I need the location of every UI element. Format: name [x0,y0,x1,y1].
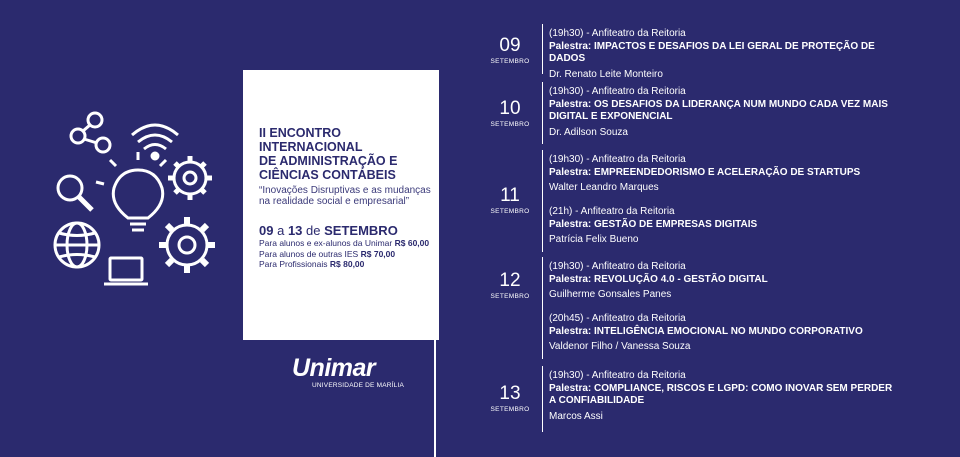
price-value: R$ 70,00 [360,248,396,259]
laptop-icon [104,258,148,284]
schedule [480,0,940,457]
talk-time: (19h30) - Anfiteatro da Reitoria [549,261,686,272]
day-month: SETEMBRO [490,121,530,128]
talk [549,313,909,354]
event-title-line: DE ADMINISTRAÇÃO E [259,154,398,168]
talk-title: Palestra: IMPACTOS E DESAFIOS DA LEI GERAL DE PROTEÇÃO DE DADOS [549,40,875,64]
price-row [259,249,439,260]
date-connector: a [277,223,285,238]
share-network-icon [71,113,110,152]
day-month: SETEMBRO [490,58,530,65]
talk [549,261,909,302]
talk [549,370,909,423]
talk-speaker: Valdenor Filho / Vanessa Souza [549,341,691,352]
event-subtitle-line: “Inovações Disruptivas e as mudanças [259,185,431,196]
day-month: SETEMBRO [490,406,530,413]
talk-title: Palestra: COMPLIANCE, RISCOS E LGPD: COMO INOVAR SEM PERDER [549,382,893,394]
event-title-line: CIÊNCIAS CONTÁBEIS [259,168,396,182]
talk-speaker: Guilherme Gonsales Panes [549,289,672,300]
date-of: de [306,223,321,238]
day-divider [542,150,543,252]
talk-time: (19h30) - Anfiteatro da Reitoria [549,154,686,165]
talk [549,86,909,139]
date-end: 13 [287,223,303,238]
day-number: 13 [499,383,521,404]
day-label [480,36,540,65]
date-month: SETEMBRO [324,223,398,238]
event-title [259,126,439,182]
date-start: 09 [259,223,274,238]
event-subtitle [259,185,439,207]
event-info-card [243,70,439,340]
day-month: SETEMBRO [490,208,530,215]
talk-speaker: Dr. Renato Leite Monteiro [549,68,663,80]
day-label [480,271,540,300]
logo-name: Unimar [292,354,376,382]
talk-title: Palestra: OS DESAFIOS DA LIDERANÇA NUM MUNDO CADA VEZ MAIS [549,98,888,110]
talk-speaker: Marcos Assi [549,410,603,422]
day-month: SETEMBRO [490,293,530,300]
talk-title: DIGITAL E EXPONENCIAL [549,111,673,122]
day-number: 10 [499,98,521,119]
talk-title: Palestra: GESTÃO DE EMPRESAS DIGITAIS [549,218,758,230]
unimar-logo [292,356,412,389]
day-number: 11 [500,185,520,206]
card-divider [434,340,436,457]
talk-speaker: Dr. Adilson Souza [549,126,628,138]
day-divider [542,257,543,359]
gear-icon-bottom [159,217,215,273]
event-dates [259,223,439,238]
globe-icon [55,223,99,267]
day-number: 12 [499,270,521,291]
talk-title: Palestra: REVOLUÇÃO 4.0 - GESTÃO DIGITAL [549,273,768,285]
talk-time: (20h45) - Anfiteatro da Reitoria [549,313,686,324]
talk [549,154,909,195]
event-title-line: II ENCONTRO INTERNACIONAL [259,126,363,154]
talk-title: A CONFIABILIDADE [549,395,645,406]
talk [549,28,909,81]
price-row [259,259,439,270]
price-row [259,238,439,249]
day-number: 09 [499,35,521,56]
talk-title: Palestra: EMPREENDEDORISMO E ACELERAÇÃO DE STARTUPS [549,166,861,178]
logo-subtitle: UNIVERSIDADE DE MARÍLIA [312,382,405,389]
talk-time: (19h30) - Anfiteatro da Reitoria [549,28,686,39]
talk-title: Palestra: INTELIGÊNCIA EMOCIONAL NO MUNDO CORPORATIVO [549,325,863,337]
day-label [480,186,540,215]
price-label: Para alunos de outras IES [259,248,359,259]
price-label: Para Profissionais [259,259,328,269]
talk-speaker: Walter Leandro Marques [549,182,659,193]
talk-time: (21h) - Anfiteatro da Reitoria [549,206,675,217]
event-subtitle-line: na realidade social e empresarial” [259,196,410,207]
price-label: Para alunos e ex-alunos da Unimar [259,238,393,248]
price-value: R$ 60,00 [394,238,430,248]
lightbulb-icon [96,152,166,230]
talk-time: (19h30) - Anfiteatro da Reitoria [549,370,686,381]
day-label [480,384,540,413]
innovation-illustration [40,100,240,300]
day-label [480,99,540,128]
day-divider [542,24,543,74]
magnifier-icon [58,176,92,210]
price-value: R$ 80,00 [329,259,365,269]
talk [549,206,909,247]
talk-speaker: Patrícia Felix Bueno [549,234,639,245]
talk-time: (19h30) - Anfiteatro da Reitoria [549,86,686,97]
day-divider [542,366,543,432]
day-divider [542,82,543,144]
gear-icon-top [168,156,212,200]
